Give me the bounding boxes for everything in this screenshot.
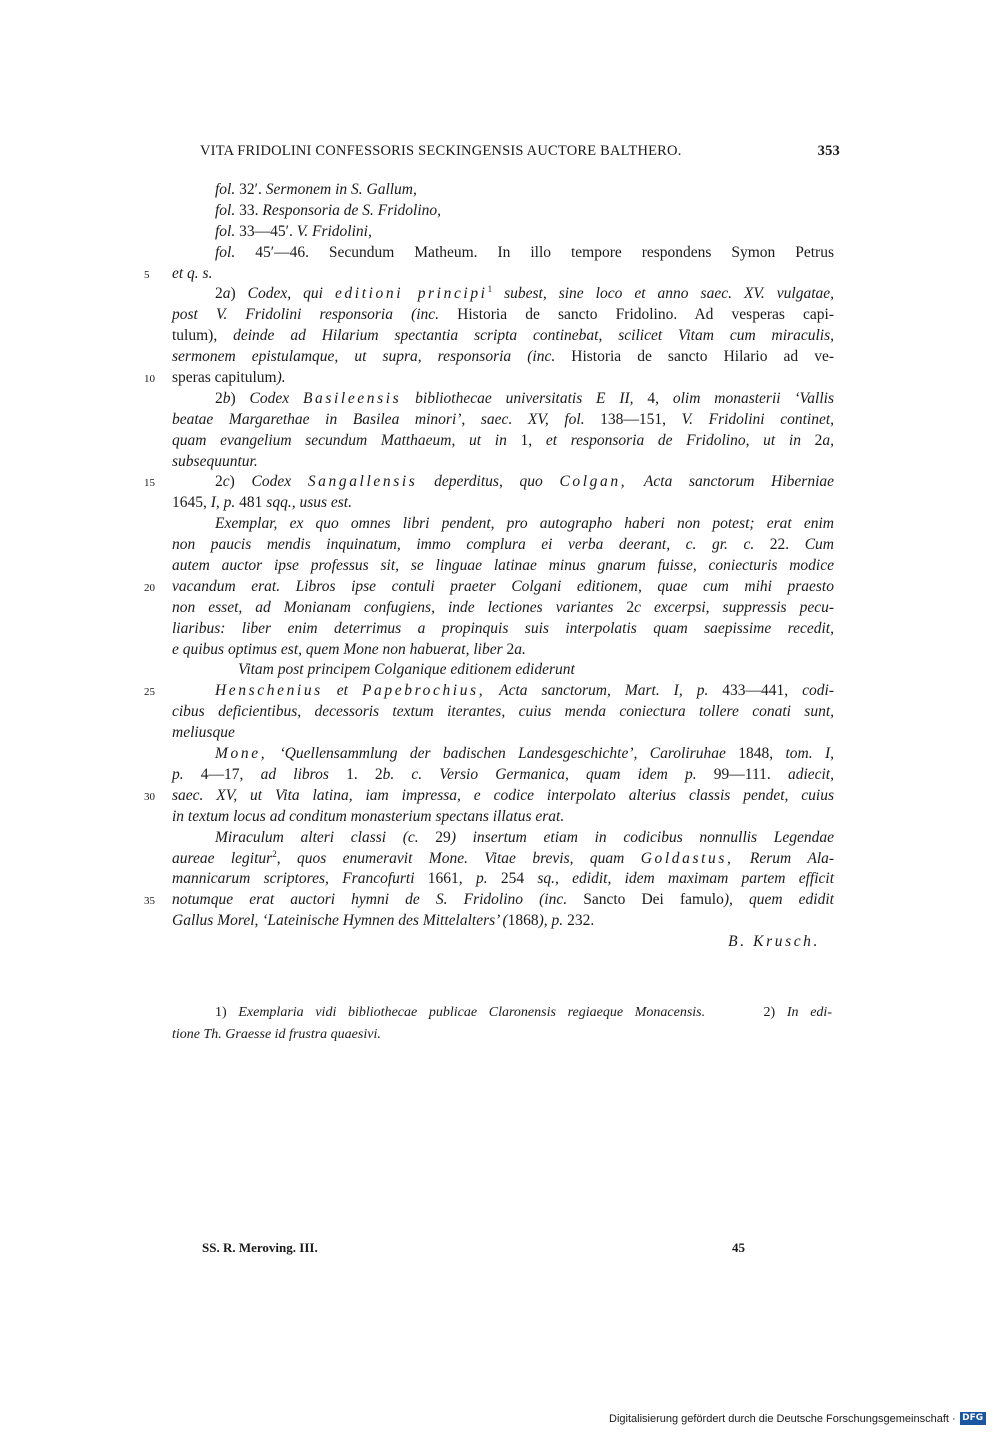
line-text: non esset, ad Monianam confugiens, inde lectiones variantes 2c excerpsi, suppressis pecu- (172, 598, 834, 616)
line-text: 1645, I, p. 481 sqq., usus est. (172, 494, 352, 512)
text-line (172, 284, 834, 305)
text-line (172, 493, 834, 514)
text-line (172, 514, 834, 535)
footnotes (172, 1002, 832, 1046)
line-text: mannicarum scriptores, Francofurti 1661, p. 254 sq., edidit, idem maximam partem efficit (172, 870, 835, 888)
text-line (172, 347, 834, 368)
text-line (172, 869, 834, 890)
line-text: sermonem epistulamque, ut supra, responsoria (inc. Historia de sancto Hilario ad ve- (172, 348, 834, 366)
line-text: notumque erat auctori hymni de S. Fridolino (inc. Sancto Dei famulo), quem edidit (172, 891, 834, 909)
line-text: subsequuntur. (172, 452, 258, 470)
footnote-line (172, 1024, 832, 1046)
credit-text: Digitalisierung gefördert durch die Deutsche Forschungsgemeinschaft · (609, 1412, 956, 1425)
line-text: liaribus: liber enim deterrimus a propinquis suis interpolatis quam saepissime recedit, (172, 619, 834, 637)
text-line (172, 305, 834, 326)
sheet-signature: SS. R. Meroving. III. (202, 1240, 318, 1255)
text-line (144, 786, 834, 807)
line-text: tulum), deinde ad Hilarium spectantia scripta continebat, scilicet Vitam cum miraculis, (172, 327, 834, 345)
running-title: VITA FRIDOLINI CONFESSORIS SECKINGENSIS AUCTORE BALTHERO. (200, 143, 682, 159)
text-line (172, 556, 834, 577)
line-text: quam evangelium secundum Matthaeum, ut in 1, et responsoria de Fridolino, ut in 2a, (172, 431, 835, 449)
line-text: Miraculum alteri classi (c. 29) insertum etiam in codicibus nonnullis Legendae (215, 828, 834, 846)
text-line (172, 243, 834, 264)
line-text: B. Krusch. (728, 933, 820, 951)
text-line (172, 723, 834, 744)
line-text: fol. 33. Responsoria de S. Fridolino, (215, 201, 442, 219)
text-line (172, 932, 834, 953)
line-number: 35 (144, 895, 155, 908)
line-text: et q. s. (172, 264, 213, 282)
text-line (172, 180, 834, 201)
line-text: cibus deficientibus, decessoris textum iterantes, cuius menda coniectura tollere conati sunt, (172, 703, 834, 721)
line-text: aureae legitur$^2$, quos enumeravit Mone. Vitae brevis, quam Goldastus, Rerum Ala- (172, 848, 835, 867)
line-text: 2c) Codex Sangallensis deperditus, quo Colgan, Acta sanctorum Hiberniae (215, 473, 835, 491)
text-line (172, 619, 834, 640)
line-number: 25 (144, 686, 155, 699)
line-text: fol. 33—45′. V. Fridolini, (215, 222, 372, 240)
line-text: non paucis mendis inquinatum, immo complura ei verba deerant, c. gr. c. 22. Cum (172, 536, 834, 554)
text-line (172, 807, 834, 828)
line-text: 2a) Codex, qui editioni principi$^1$ subest, sine loco et anno saec. XV. vulgatae, (215, 284, 835, 303)
line-text: autem auctor ipse professus sit, se linguae latinae minus gnarum fuisse, coniecturis modice (172, 557, 834, 575)
text-line (172, 201, 834, 222)
line-text: tione Th. Graesse id frustra quaesivi. (172, 1027, 381, 1042)
text-line (172, 410, 834, 431)
line-number: 30 (144, 790, 155, 803)
text-line (172, 452, 834, 473)
text-line (144, 890, 834, 911)
line-text: Vitam post principem Colganique editionem ediderunt (238, 661, 575, 679)
line-number: 20 (144, 581, 155, 594)
digitization-credit (609, 1412, 986, 1425)
text-line (172, 702, 834, 723)
text-line (172, 431, 834, 452)
text-line (172, 535, 834, 556)
line-text: in textum locus ad conditum monasterium spectans illatus erat. (172, 807, 565, 825)
line-text: e quibus optimus est, quem Mone non habuerat, liber 2a. (172, 640, 526, 658)
line-text: speras capitulum). (172, 369, 286, 387)
line-text: 1) Exemplaria vidi bibliothecae publicae Claronensis regiaeque Monacensis. 2) In edi- (215, 1005, 832, 1020)
sheet-number: 45 (732, 1240, 745, 1255)
main-text (144, 180, 835, 953)
dfg-logo-icon: DFG (960, 1412, 986, 1425)
text-line (172, 911, 834, 932)
line-text: vacandum erat. Libros ipse contuli praeter Colgani editionem, quae cum mihi praesto (172, 577, 834, 595)
text-line (172, 222, 834, 243)
line-text: post V. Fridolini responsoria (inc. Historia de sancto Fridolino. Ad vesperas capi- (172, 306, 834, 324)
text-line (172, 744, 834, 765)
footnote-line (172, 1002, 832, 1024)
text-line (172, 828, 834, 849)
text-line (172, 660, 834, 681)
page-number: 353 (817, 143, 840, 159)
text-line (172, 326, 834, 347)
line-text: Exemplar, ex quo omnes libri pendent, pro autographo haberi non potest; erat enim (215, 515, 834, 533)
line-text: Gallus Morel, ‘Lateinische Hymnen des Mittelalters’ (1868), p. 232. (172, 912, 595, 930)
line-text: p. 4—17, ad libros 1. 2b. c. Versio Germanica, quam idem p. 99—111. adiecit, (172, 765, 834, 783)
line-number: 5 (144, 268, 150, 281)
text-line (172, 389, 834, 410)
text-line (172, 849, 834, 870)
text-line (172, 640, 834, 661)
line-text: beatae Margarethae in Basilea minori’, saec. XV, fol. 138—151, V. Fridolini continet, (172, 410, 835, 428)
text-line (172, 765, 834, 786)
text-line (144, 472, 835, 493)
line-text: saec. XV, ut Vita latina, iam impressa, e codice interpolato alterius classis pendet, cuius (172, 786, 834, 804)
text-line (144, 681, 835, 702)
line-text: Mone, ‘Quellensammlung der badischen Landesgeschichte’, Caroliruhae 1848, tom. I, (215, 745, 835, 763)
line-text: meliusque (172, 724, 235, 742)
line-text: fol. 32′. Sermonem in S. Gallum, (215, 181, 417, 198)
line-text: Henschenius et Papebrochius, Acta sanctorum, Mart. I, p. 433—441, codi- (215, 682, 835, 700)
text-line (144, 368, 834, 389)
line-number: 15 (144, 477, 155, 490)
text-line (144, 264, 834, 285)
text-line (144, 577, 834, 598)
running-header (200, 143, 840, 160)
text-line (172, 598, 834, 619)
line-number: 10 (144, 373, 155, 386)
line-text: 2b) Codex Basileensis bibliothecae universitatis E II, 4, olim monasterii ‘Vallis (215, 389, 835, 407)
line-text: fol. 45′—46. Secundum Matheum. In illo tempore respondens Symon Petrus (215, 243, 834, 261)
